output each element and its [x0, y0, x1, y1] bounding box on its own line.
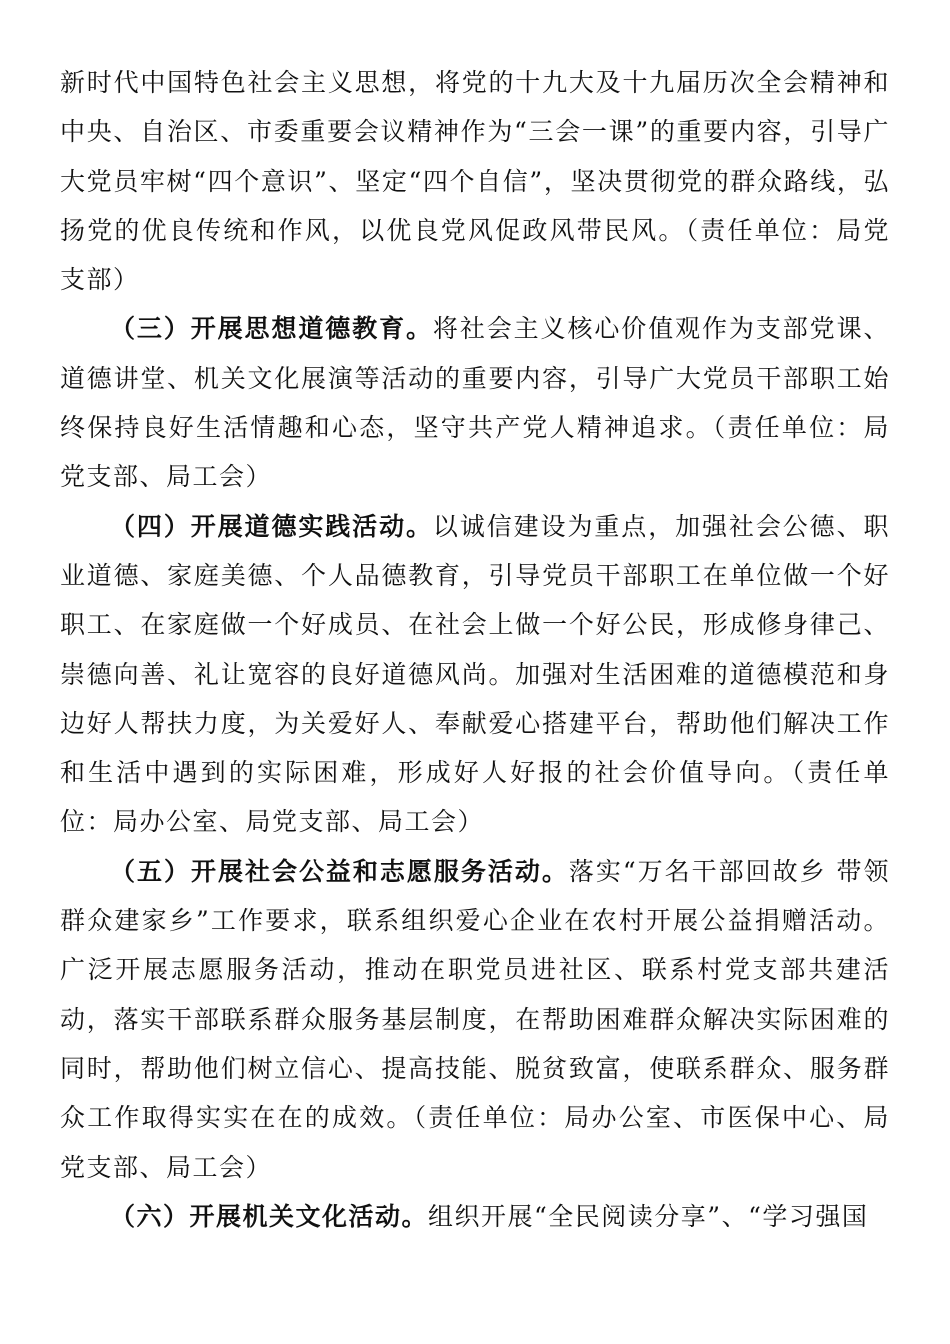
paragraph-heading: （六）开展机关文化活动。	[110, 1201, 429, 1231]
paragraph-continuation	[60, 58, 890, 304]
paragraph-3	[60, 304, 890, 501]
paragraph-6	[60, 1192, 890, 1241]
paragraph-body: 将社会主义核心价值观作为支部党课、道德讲堂、机关文化展演等活动的重要内容，引导广大党员干部职工始终保持良好生活情趣和心态，坚守共产党人精神追求。（责任单位：局党支部、局工会）	[60, 314, 890, 492]
paragraph-heading: （三）开展思想道德教育。	[110, 314, 433, 344]
document-page	[60, 58, 890, 1241]
paragraph-body: 新时代中国特色社会主义思想，将党的十九大及十九届历次全会精神和中央、自治区、市委重要会议精神作为“三会一课”的重要内容，引导广大党员牢树“四个意识”、坚定“四个自信”，坚决贯彻党的群众路线，弘扬党的优良传统和作风，以优良党风促政风带民风。（责任单位：局党支部）	[60, 68, 890, 295]
paragraph-heading: （四）开展道德实践活动。	[110, 511, 433, 541]
paragraph-heading: （五）开展社会公益和志愿服务活动。	[110, 856, 569, 886]
paragraph-4	[60, 502, 890, 847]
paragraph-body: 落实“万名干部回故乡 带领群众建家乡”工作要求，联系组织爱心企业在农村开展公益捐赠活动。广泛开展志愿服务活动，推动在职党员进社区、联系村党支部共建活动，落实干部联系群众服务基层制度，在帮助困难群众解决实际困难的同时，帮助他们树立信心、提高技能、脱贫致富，使联系群众、服务群众工作取得实实在在的成效。（责任单位：局办公室、市医保中心、局党支部、局工会）	[60, 856, 890, 1182]
paragraph-body: 以诚信建设为重点，加强社会公德、职业道德、家庭美德、个人品德教育，引导党员干部职工在单位做一个好职工、在家庭做一个好成员、在社会上做一个好公民，形成修身律己、崇德向善、礼让宽容的良好道德风尚。加强对生活困难的道德模范和身边好人帮扶力度，为关爱好人、奉献爱心搭建平台，帮助他们解决工作和生活中遇到的实际困难，形成好人好报的社会价值导向。（责任单位：局办公室、局党支部、局工会）	[60, 511, 890, 837]
paragraph-5	[60, 847, 890, 1192]
paragraph-body: 组织开展“全民阅读分享”、“学习强国	[428, 1201, 869, 1231]
